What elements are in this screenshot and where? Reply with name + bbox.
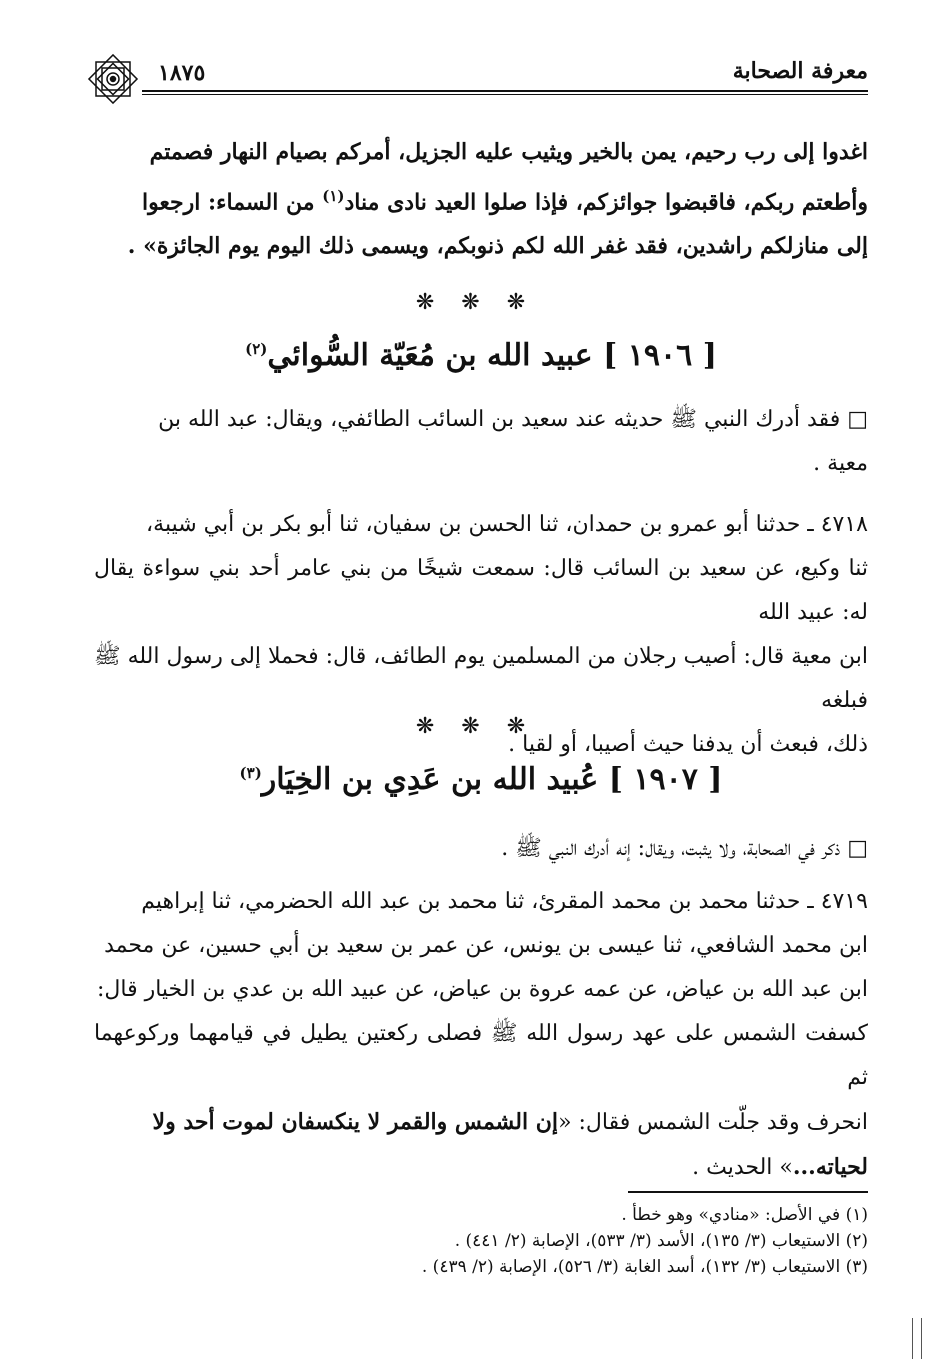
entry-heading-1907 — [94, 762, 868, 797]
text-line: » الحديث . — [692, 1155, 793, 1180]
footnotes — [200, 1202, 868, 1280]
text-line: ابن محمد الشافعي، ثنا عيسى بن يونس، عن عمر بن سعيد بن أبي حسين، عن محمد — [104, 933, 868, 958]
running-title: معرفة الصحابة — [732, 58, 868, 84]
footnote-3: (٣) الاستيعاب (٣/ ١٣٢)، أسد الغابة (٣/ ٥٢٦)، الإصابة (٢/ ٤٣٩) . — [421, 1257, 868, 1277]
footnote-marker: (٢) — [245, 340, 268, 358]
quoted-text: لحياته... — [792, 1154, 868, 1180]
text-line: اغدوا إلى رب رحيم، يمن بالخير ويثيب عليه الجزيل، أمركم بصيام النهار فصمتم — [149, 139, 868, 165]
text-line: ٤٧١٨ ـ حدثنا أبو عمرو بن حمدان، ثنا الحسن بن سفيان، ثنا أبو بكر بن أبي شيبة، — [146, 512, 868, 537]
section-separator: ❋ ❋ ❋ — [415, 714, 536, 739]
footnote-marker: (٣) — [239, 764, 262, 782]
text-line: كسفت الشمس على عهد رسول الله ﷺ فصلى ركعتين يطيل في قيامهما وركوعهما ثم — [94, 1021, 868, 1090]
entry-intro-1906 — [94, 398, 868, 486]
page-number: ١٨٧٥ — [158, 60, 206, 86]
hadith-4719 — [94, 880, 868, 1190]
section-separator: ❋ ❋ ❋ — [415, 290, 536, 315]
star-ornament-icon — [84, 48, 142, 110]
text-line: □ فقد أدرك النبي ﷺ حديثه عند سعيد بن السائب الطائفي، ويقال: عبد الله بن — [158, 407, 868, 432]
text-line: وأطعتم ربكم، فاقبضوا جوائزكم، فإذا صلوا العيد نادى مناد — [344, 189, 868, 216]
text-line: ابن معية قال: أصيب رجلان من المسلمين يوم الطائف، قال: فحملا إلى رسول الله ﷺ فبلغه — [94, 644, 868, 713]
text-line: من السماء: ارجعوا — [141, 189, 323, 216]
footnote-rule — [628, 1191, 868, 1193]
text-line: ٤٧١٩ ـ حدثنا محمد بن محمد المقرئ، ثنا محمد بن عبد الله الحضرمي، ثنا إبراهيم — [141, 889, 868, 914]
text-line: انحرف وقد جلّت الشمس فقال: « — [558, 1110, 868, 1135]
header-rule — [142, 90, 868, 92]
header-rule-thin — [142, 94, 868, 95]
continuation-paragraph — [94, 130, 868, 268]
text-line: معية . — [813, 451, 868, 476]
footnote-2: (٢) الاستيعاب (٣/ ١٣٥)، الأسد (٣/ ٥٣٣)، الإصابة (٢/ ٤٤١) . — [454, 1231, 868, 1251]
entry-title: [ ١٩٠٧ ] عُبيد الله بن عَدِي بن الخِيَار — [261, 762, 723, 797]
text-line: ابن عبد الله بن عياض، عن عمه عروة بن عياض، عن عبيد الله بن عدي بن الخيار قال: — [96, 977, 868, 1002]
text-line: إلى منازلكم راشدين، فقد غفر الله لكم ذنوبكم، ويسمى ذلك اليوم يوم الجائزة» . — [127, 233, 868, 260]
page-header — [84, 48, 868, 118]
text-line: ثنا وكيع، عن سعيد بن السائب قال: سمعت شيخًا من بني عامر أحد بني سواءة يقال له: عبيد الله — [94, 556, 868, 625]
quoted-text: إن الشمس والقمر لا ينكسفان لموت أحد ولا — [152, 1109, 559, 1135]
text-line: □ ذكر في الصحابة، ولا يثبت، ويقال: إنه أدرك النبي ﷺ . — [501, 836, 868, 861]
footnote-1: (١) في الأصل: «منادي» وهو خطأ . — [621, 1205, 868, 1225]
entry-heading-1906 — [94, 338, 868, 373]
entry-intro-1907 — [94, 827, 868, 871]
entry-title: [ ١٩٠٦ ] عبيد الله بن مُعَيّة السُّوائي — [267, 338, 717, 373]
footnote-marker: (١) — [322, 187, 345, 205]
binding-edge — [912, 1318, 922, 1359]
text-line: ذلك، فبعث أن يدفنا حيث أصيبا، أو لقيا . — [508, 732, 868, 757]
